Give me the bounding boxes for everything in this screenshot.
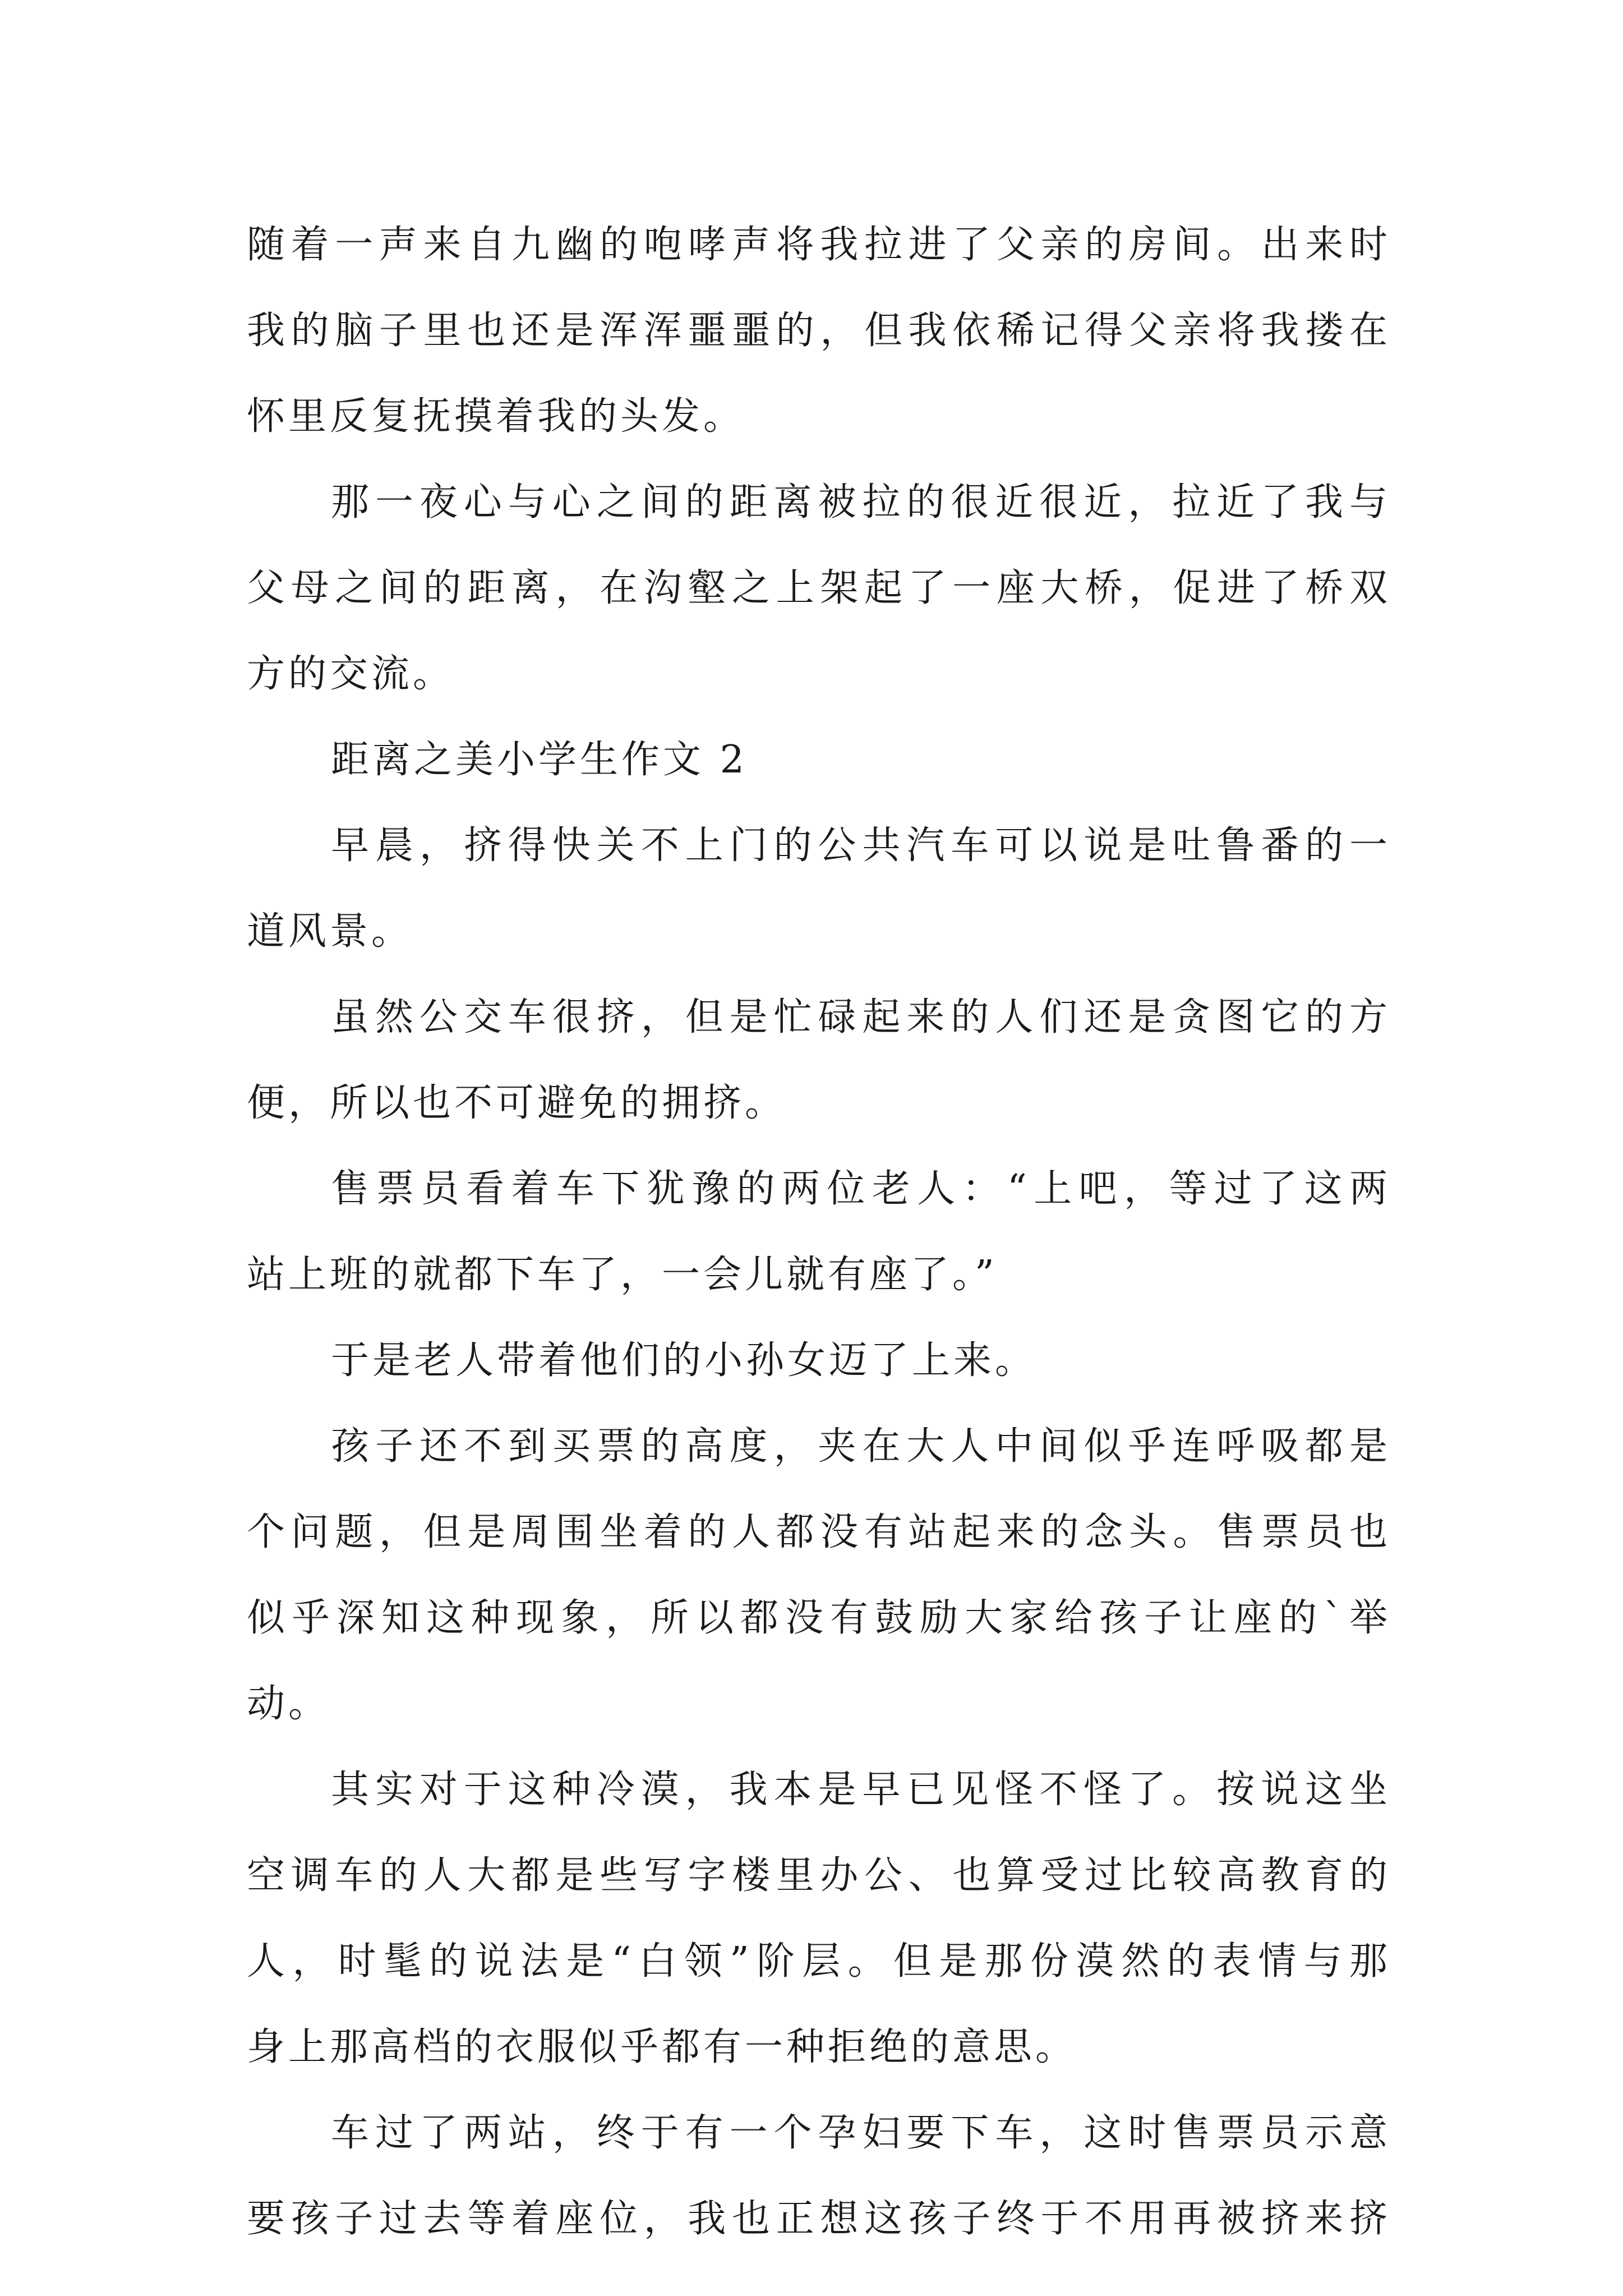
- text-line: 其实对于这种冷漠，我本是早已见怪不怪了。按说这坐: [331, 1768, 1391, 1812]
- text-line: 怀里反复抚摸着我的头发。: [247, 394, 745, 439]
- text-line: 随着一声来自九幽的咆哮声将我拉进了父亲的房间。出来时: [247, 223, 1391, 267]
- paragraph: [247, 202, 1391, 459]
- paragraph: [247, 717, 1391, 803]
- text-line: 人，时髦的说法是“白领”阶层。但是那份漠然的表情与那: [247, 1939, 1391, 1984]
- paragraph: [247, 1146, 1391, 1318]
- paragraph: [247, 2090, 1391, 2262]
- text-line: 便，所以也不可避免的拥挤。: [247, 1081, 787, 1125]
- paragraph: [247, 459, 1391, 717]
- text-line: 道风景。: [247, 909, 413, 954]
- text-line: 站上班的就都下车了，一会儿就有座了。”: [247, 1253, 998, 1297]
- text-line: 距离之美小学生作文 2: [331, 738, 748, 782]
- text-line: 似乎深知这种现象，所以都没有鼓励大家给孩子让座的`举: [247, 1596, 1391, 1640]
- paragraph: [247, 803, 1391, 974]
- document-body: [247, 202, 1391, 2262]
- text-line: 车过了两站，终于有一个孕妇要下车，这时售票员示意: [331, 2111, 1391, 2155]
- paragraph: [247, 1318, 1391, 1404]
- text-line: 于是老人带着他们的小孙女迈了上来。: [331, 1338, 1037, 1383]
- text-line: 方的交流。: [247, 652, 455, 696]
- text-line: 动。: [247, 1682, 330, 1726]
- paragraph: [247, 1747, 1391, 2090]
- text-line: 要孩子过去等着座位，我也正想这孩子终于不用再被挤来挤: [247, 2197, 1391, 2241]
- text-line: 虽然公交车很挤，但是忙碌起来的人们还是贪图它的方: [331, 995, 1391, 1039]
- text-line: 早晨，挤得快关不上门的公共汽车可以说是吐鲁番的一: [331, 823, 1391, 868]
- text-line: 那一夜心与心之间的距离被拉的很近很近，拉近了我与: [331, 480, 1391, 524]
- text-line: 售票员看着车下犹豫的两位老人：“上吧，等过了这两: [331, 1167, 1391, 1211]
- text-line: 空调车的人大都是些写字楼里办公、也算受过比较高教育的: [247, 1853, 1391, 1898]
- text-line: 个问题，但是周围坐着的人都没有站起来的念头。售票员也: [247, 1510, 1391, 1554]
- text-line: 身上那高档的衣服似乎都有一种拒绝的意思。: [247, 2025, 1077, 2069]
- text-line: 孩子还不到买票的高度，夹在大人中间似乎连呼吸都是: [331, 1424, 1391, 1469]
- paragraph: [247, 974, 1391, 1146]
- text-line: 父母之间的距离，在沟壑之上架起了一座大桥，促进了桥双: [247, 566, 1391, 610]
- paragraph: [247, 1404, 1391, 1747]
- text-line: 我的脑子里也还是浑浑噩噩的，但我依稀记得父亲将我搂在: [247, 309, 1391, 353]
